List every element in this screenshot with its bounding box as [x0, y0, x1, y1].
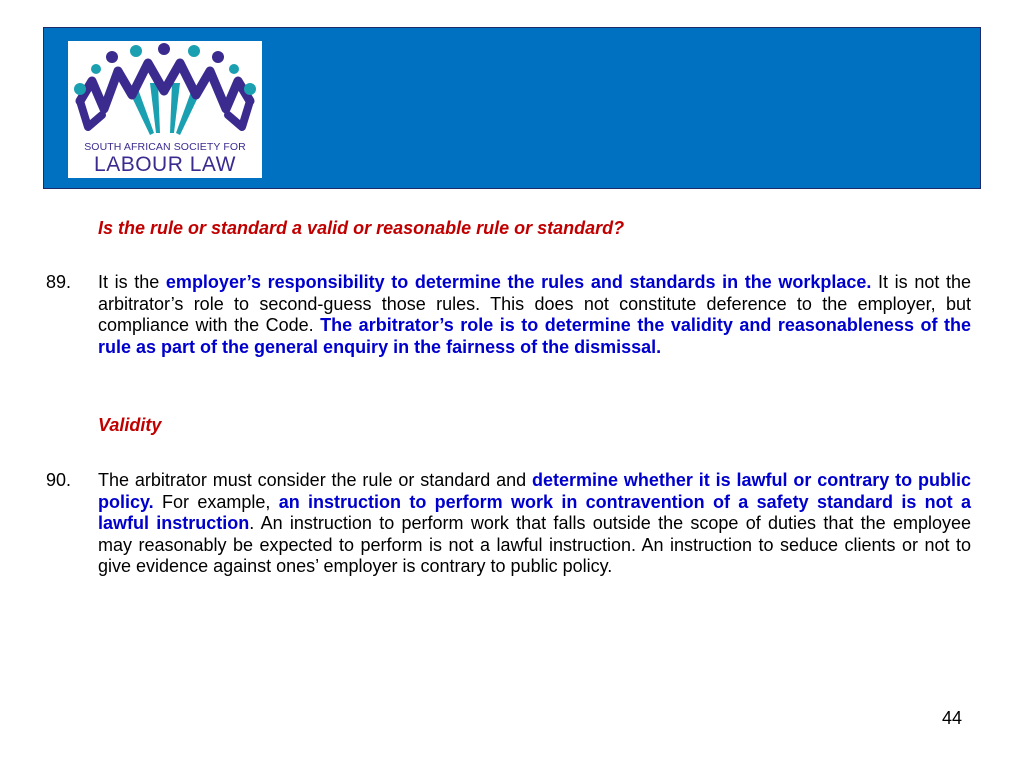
para90-number: 90.: [46, 470, 72, 490]
para89-number: 89.: [46, 272, 72, 292]
page-number: 44: [941, 708, 962, 728]
logo-line1: SOUTH AFRICAN SOCIETY FOR: [84, 141, 246, 153]
para90: [98, 470, 971, 578]
para90-text1: The arbitrator must consider the rule or standard and: [98, 470, 533, 490]
heading-validity: Validity: [98, 415, 162, 435]
para90-highlight1: determine whether it is lawful or contrary to public policy.: [98, 470, 972, 512]
para90-text2: For example,: [153, 491, 279, 512]
para89: [98, 272, 971, 358]
para89-highlight2: The arbitrator’s role is to determine the validity and reasonableness of the rule as part of the general enquiry in the fairness of the dismissal.: [98, 315, 971, 357]
para89-text2: It is not the arbitrator’s role to second-guess those rules. This does not constitute deference to the employer, but compliance with the Code.: [98, 272, 971, 335]
para89-highlight1: employer’s responsibility to determine the rules and standards in the workplace.: [165, 272, 872, 292]
logo: [68, 41, 262, 178]
logo-figures-icon: [68, 41, 262, 141]
para89-text1: It is the: [98, 272, 166, 292]
para90-text3: . An instruction to perform work that falls outside the scope of duties that the employee may reasonably be expected to perform is not a lawful instruction. An instruction to seduce clients or not to give evidence against ones’ employer is contrary to public policy.: [98, 513, 971, 576]
para90-highlight2: an instruction to perform work in contravention of a safety standard is not a lawful instruction: [98, 491, 971, 533]
heading-valid-rule: Is the rule or standard a valid or reasonable rule or standard?: [98, 218, 625, 238]
logo-line2: LABOUR LAW: [94, 153, 236, 176]
